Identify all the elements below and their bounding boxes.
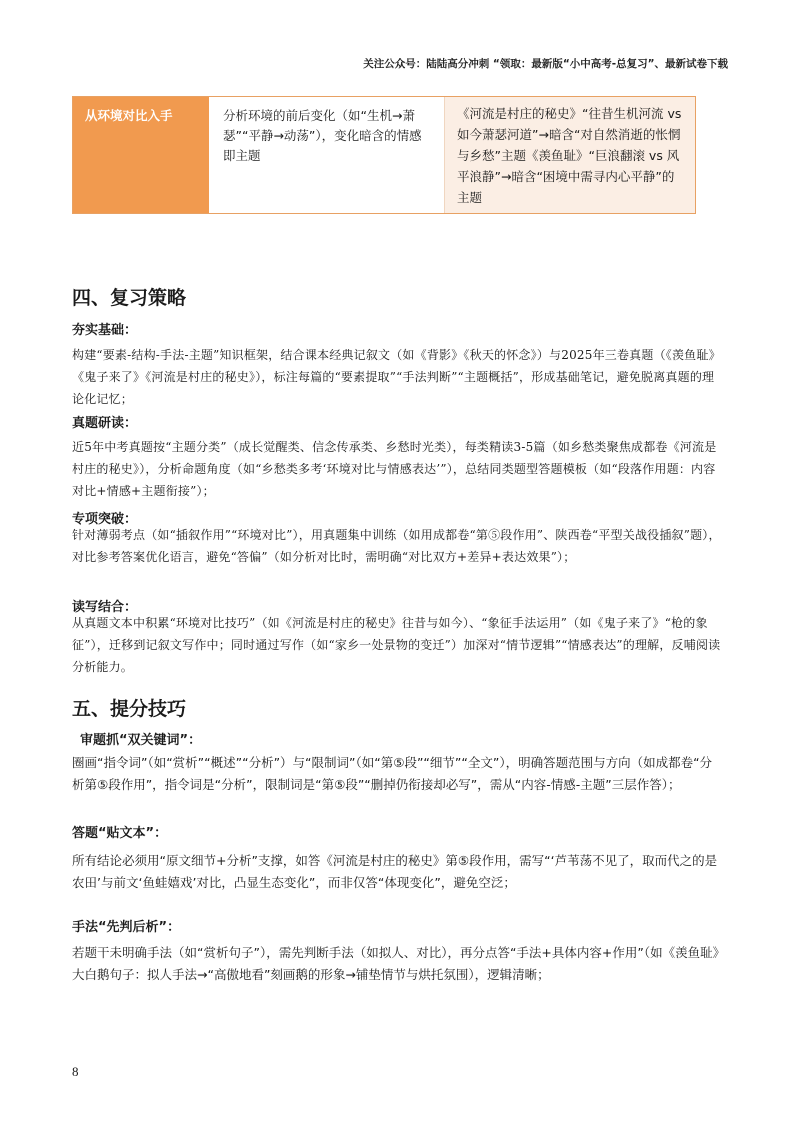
section-5-title: 五、提分技巧 bbox=[72, 698, 187, 720]
section-5-item-2-text: 所有结论必须用“原文细节+分析”支撑，如答《河流是村庄的秘史》第⑤段作用，需写“‘芦苇荡不见了，取而代之的是农田’与前文‘鱼蛙嬉戏’对比，凸显生态变化”，而非仅答“体现变化”，避免空泛； bbox=[72, 853, 718, 890]
section-4-item-1-heading: 夯实基础： bbox=[72, 323, 138, 338]
section-4-item-2-heading: 真题研读： bbox=[72, 416, 138, 431]
section-4-item-4-heading: 读写结合： bbox=[72, 600, 138, 615]
section-4-item-1-text: 构建“要素-结构-手法-主题”知识框架，结合课本经典记叙文（如《背影》《秋天的怀念》）与2025年三卷真题（《羡鱼耻》《鬼子来了》《河流是村庄的秘史》），标注每篇的“要素提取”“手法判断”“主题概括”，形成基础笔记，避免脱离真题的理论化记忆； bbox=[72, 348, 721, 406]
page-number: 8 bbox=[72, 1064, 79, 1079]
method-example: 《河流是村庄的秘史》“往昔生机河流 vs 如今萧瑟河道”→暗含“对自然消逝的怅惘与乡愁”主题《羡鱼耻》“巨浪翻滚 vs 风平浪静”→暗含“困境中需寻内心平静”的主题 bbox=[445, 97, 695, 213]
section-4-item-3-heading: 专项突破： bbox=[72, 512, 138, 527]
method-label: 从环境对比入手 bbox=[73, 97, 209, 213]
method-table-row bbox=[72, 96, 696, 214]
method-description: 分析环境的前后变化（如“生机→萧瑟”“平静→动荡”），变化暗含的情感即主题 bbox=[209, 97, 445, 213]
section-5-item-3-text: 若题干未明确手法（如“赏析句子”），需先判断手法（如拟人、对比），再分点答“手法+具体内容+作用”（如《羡鱼耻》大白鹅句子：拟人手法→“高傲地看”刻画鹅的形象→铺垫情节与烘托氛围），逻辑清晰； bbox=[72, 945, 719, 982]
section-5-item-1-heading: 审题抓“双关键词”： bbox=[80, 733, 202, 748]
section-5-item-2-heading: 答题“贴文本”： bbox=[72, 826, 168, 841]
section-4-item-3-text: 针对薄弱考点（如“插叙作用”“环境对比”），用真题集中训练（如用成都卷“第⑤段作用”、陕西卷“平型关战役插叙”题），对比参考答案优化语言，避免“答偏”（如分析对比时，需明确“对比双方+差异+表达效果”）； bbox=[72, 528, 721, 564]
section-5-item-3-heading: 手法“先判后析”： bbox=[72, 920, 181, 935]
section-4-title: 四、复习策略 bbox=[72, 287, 187, 309]
page-header: 关注公众号：陆陆高分冲刺 “领取：最新版“小中高考-总复习”、最新试卷下载 bbox=[363, 58, 728, 70]
section-5-item-1-text: 圈画“指令词”（如“赏析”“概述”“分析”）与“限制词”（如“第⑤段”“细节”“全文”），明确答题范围与方向（如成都卷“分析第⑤段作用”，指令词是“分析”，限制词是“第⑤段”“删掉仍衔接却必写”，需从“内容-情感-主题”三层作答）； bbox=[72, 755, 713, 792]
section-4-item-2-text: 近5年中考真题按“主题分类”（成长觉醒类、信念传承类、乡愁时光类），每类精读3-5篇（如乡愁类聚焦成都卷《河流是村庄的秘史》），分析命题角度（如“乡愁类多考‘环境对比与情感表达’”），总结同类题型答题模板（如“段落作用题：内容对比+情感+主题衔接”）； bbox=[72, 440, 717, 498]
section-4-item-4-text: 从真题文本中积累“环境对比技巧”（如《河流是村庄的秘史》往昔与如今）、“象征手法运用”（如《鬼子来了》“枪的象征”），迁移到记叙文写作中；同时通过写作（如“家乡一处景物的变迁”）加深对“情节逻辑”“情感表达”的理解，反哺阅读分析能力。 bbox=[72, 616, 721, 674]
